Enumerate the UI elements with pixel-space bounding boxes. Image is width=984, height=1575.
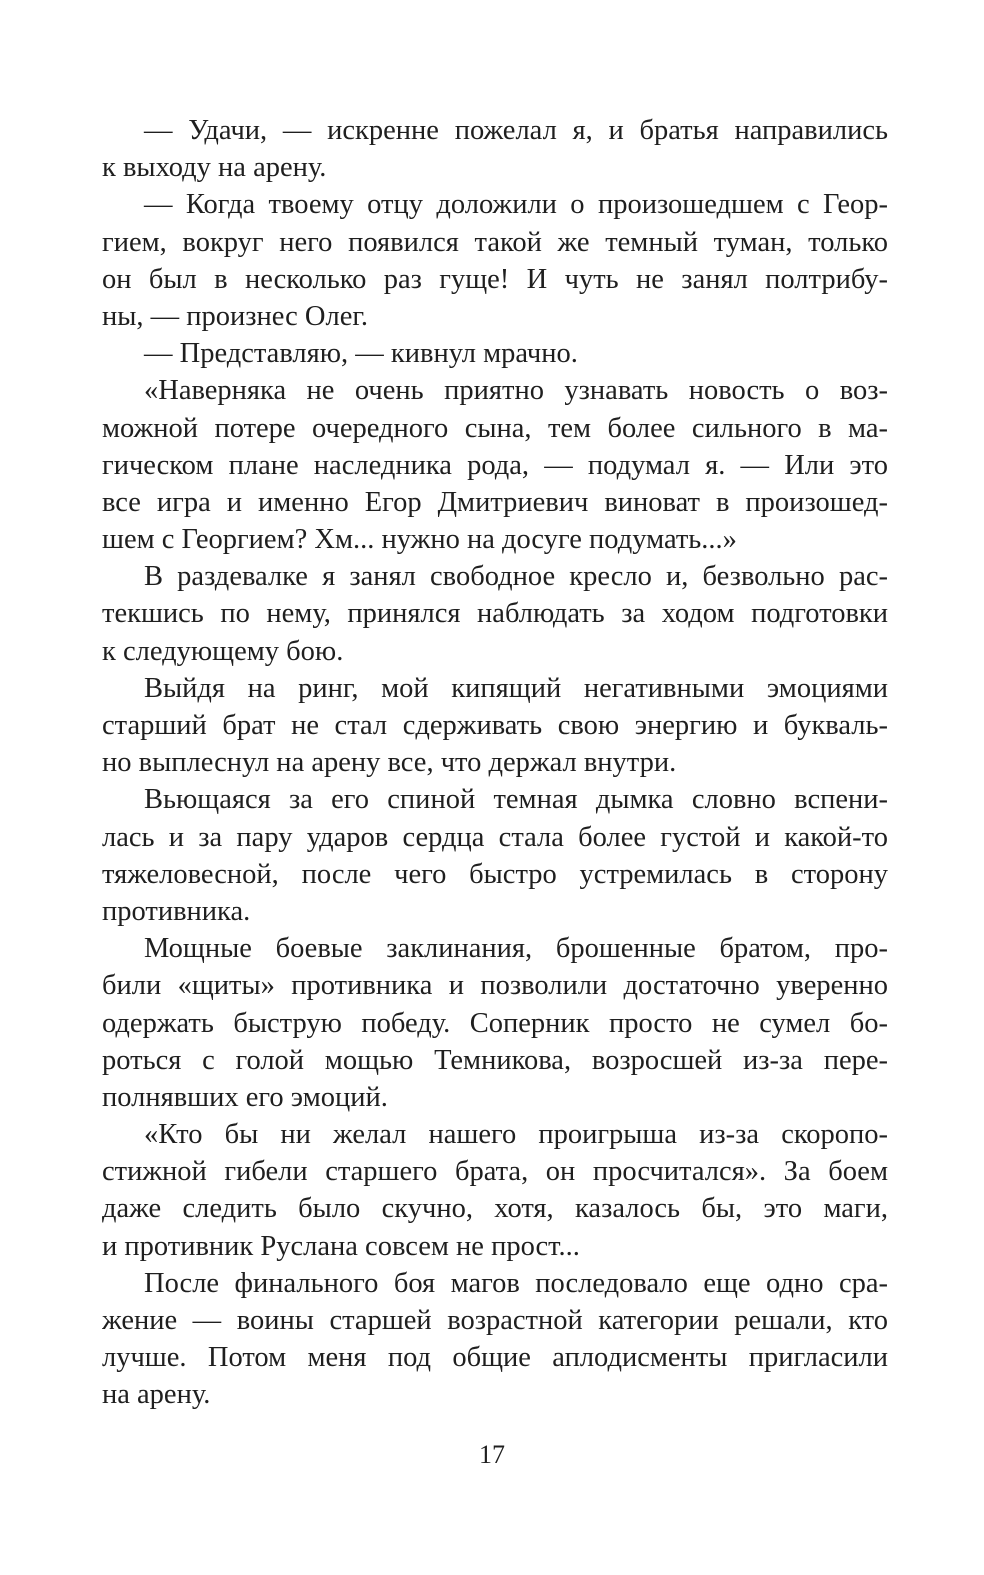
text-line: — Представляю, — кивнул мрачно.	[144, 338, 578, 370]
paragraph	[102, 335, 888, 372]
text-line: В раздевалке я занял свободное кресло и, безвольно рас-	[144, 561, 888, 593]
text-line: били «щиты» противника и позволили достаточно уверенно	[102, 970, 888, 1002]
page-body-text	[102, 112, 888, 1414]
text-line: гическом плане наследника рода, — подумал я. — Или это	[102, 449, 888, 481]
paragraph	[102, 1116, 888, 1265]
text-line: роться с голой мощью Темникова, возросшей из-за пере-	[102, 1044, 888, 1076]
text-line: «Наверняка не очень приятно узнавать новость о воз-	[144, 375, 888, 407]
paragraph	[102, 558, 888, 670]
text-line: к выходу на арену.	[102, 152, 327, 184]
paragraph	[102, 372, 888, 558]
text-line: старший брат не стал сдерживать свою энергию и букваль-	[102, 710, 888, 741]
text-line: Мощные боевые заклинания, брошенные братом, про-	[144, 933, 888, 965]
page-number: 17	[479, 1440, 505, 1469]
text-line: все игра и именно Егор Дмитриевич виноват в произошед-	[102, 486, 888, 518]
text-line: стижной гибели старшего брата, он просчитался». За боем	[102, 1156, 888, 1188]
text-line: полнявших его эмоций.	[102, 1081, 388, 1113]
paragraph	[102, 670, 888, 782]
paragraph	[102, 930, 888, 1116]
text-line: можной потере очередного сына, тем более сильного в ма-	[102, 412, 888, 444]
text-line: и противник Руслана совсем не прост...	[102, 1230, 580, 1262]
paragraph	[102, 112, 888, 186]
text-line: жение — воины старшей возрастной категории решали, кто	[102, 1305, 888, 1336]
paragraph	[102, 781, 888, 930]
text-line: «Кто бы ни желал нашего проигрыша из-за скоропо-	[144, 1119, 888, 1151]
text-line: ны, — произнес Олег.	[102, 300, 368, 332]
text-line: лучше. Потом меня под общие аплодисменты пригласили	[102, 1342, 888, 1374]
text-line: к следующему бою.	[102, 635, 344, 667]
text-line: даже следить было скучно, хотя, казалось бы, это маги,	[102, 1193, 888, 1225]
text-line: тяжеловесной, после чего быстро устремилась в сторону	[102, 858, 888, 890]
text-line: лась и за пару ударов сердца стала более густой и какой-то	[102, 821, 888, 853]
text-line: шем с Георгием? Хм... нужно на досуге подумать...»	[102, 524, 737, 556]
text-line: но выплеснул на арену все, что держал внутри.	[102, 747, 677, 779]
text-line: на арену.	[102, 1379, 211, 1411]
text-line: — Когда твоему отцу доложили о произошедшем с Геор-	[144, 189, 888, 221]
text-line: противника.	[102, 895, 251, 927]
text-line: гием, вокруг него появился такой же темный туман, только	[102, 226, 888, 258]
text-line: одержать быструю победу. Соперник просто не сумел бо-	[102, 1007, 888, 1039]
paragraph	[102, 1265, 888, 1414]
text-line: он был в несколько раз гуще! И чуть не занял полтрибу-	[102, 263, 888, 295]
text-line: — Удачи, — искренне пожелал я, и братья направились	[144, 115, 888, 146]
text-line: Вьющаяся за его спиной темная дымка словно вспени-	[144, 784, 888, 816]
paragraph	[102, 186, 888, 335]
text-line: текшись по нему, принялся наблюдать за ходом подготовки	[102, 598, 888, 630]
text-line: Выйдя на ринг, мой кипящий негативными эмоциями	[144, 672, 888, 704]
text-line: После финального боя магов последовало еще одно сра-	[144, 1267, 888, 1299]
